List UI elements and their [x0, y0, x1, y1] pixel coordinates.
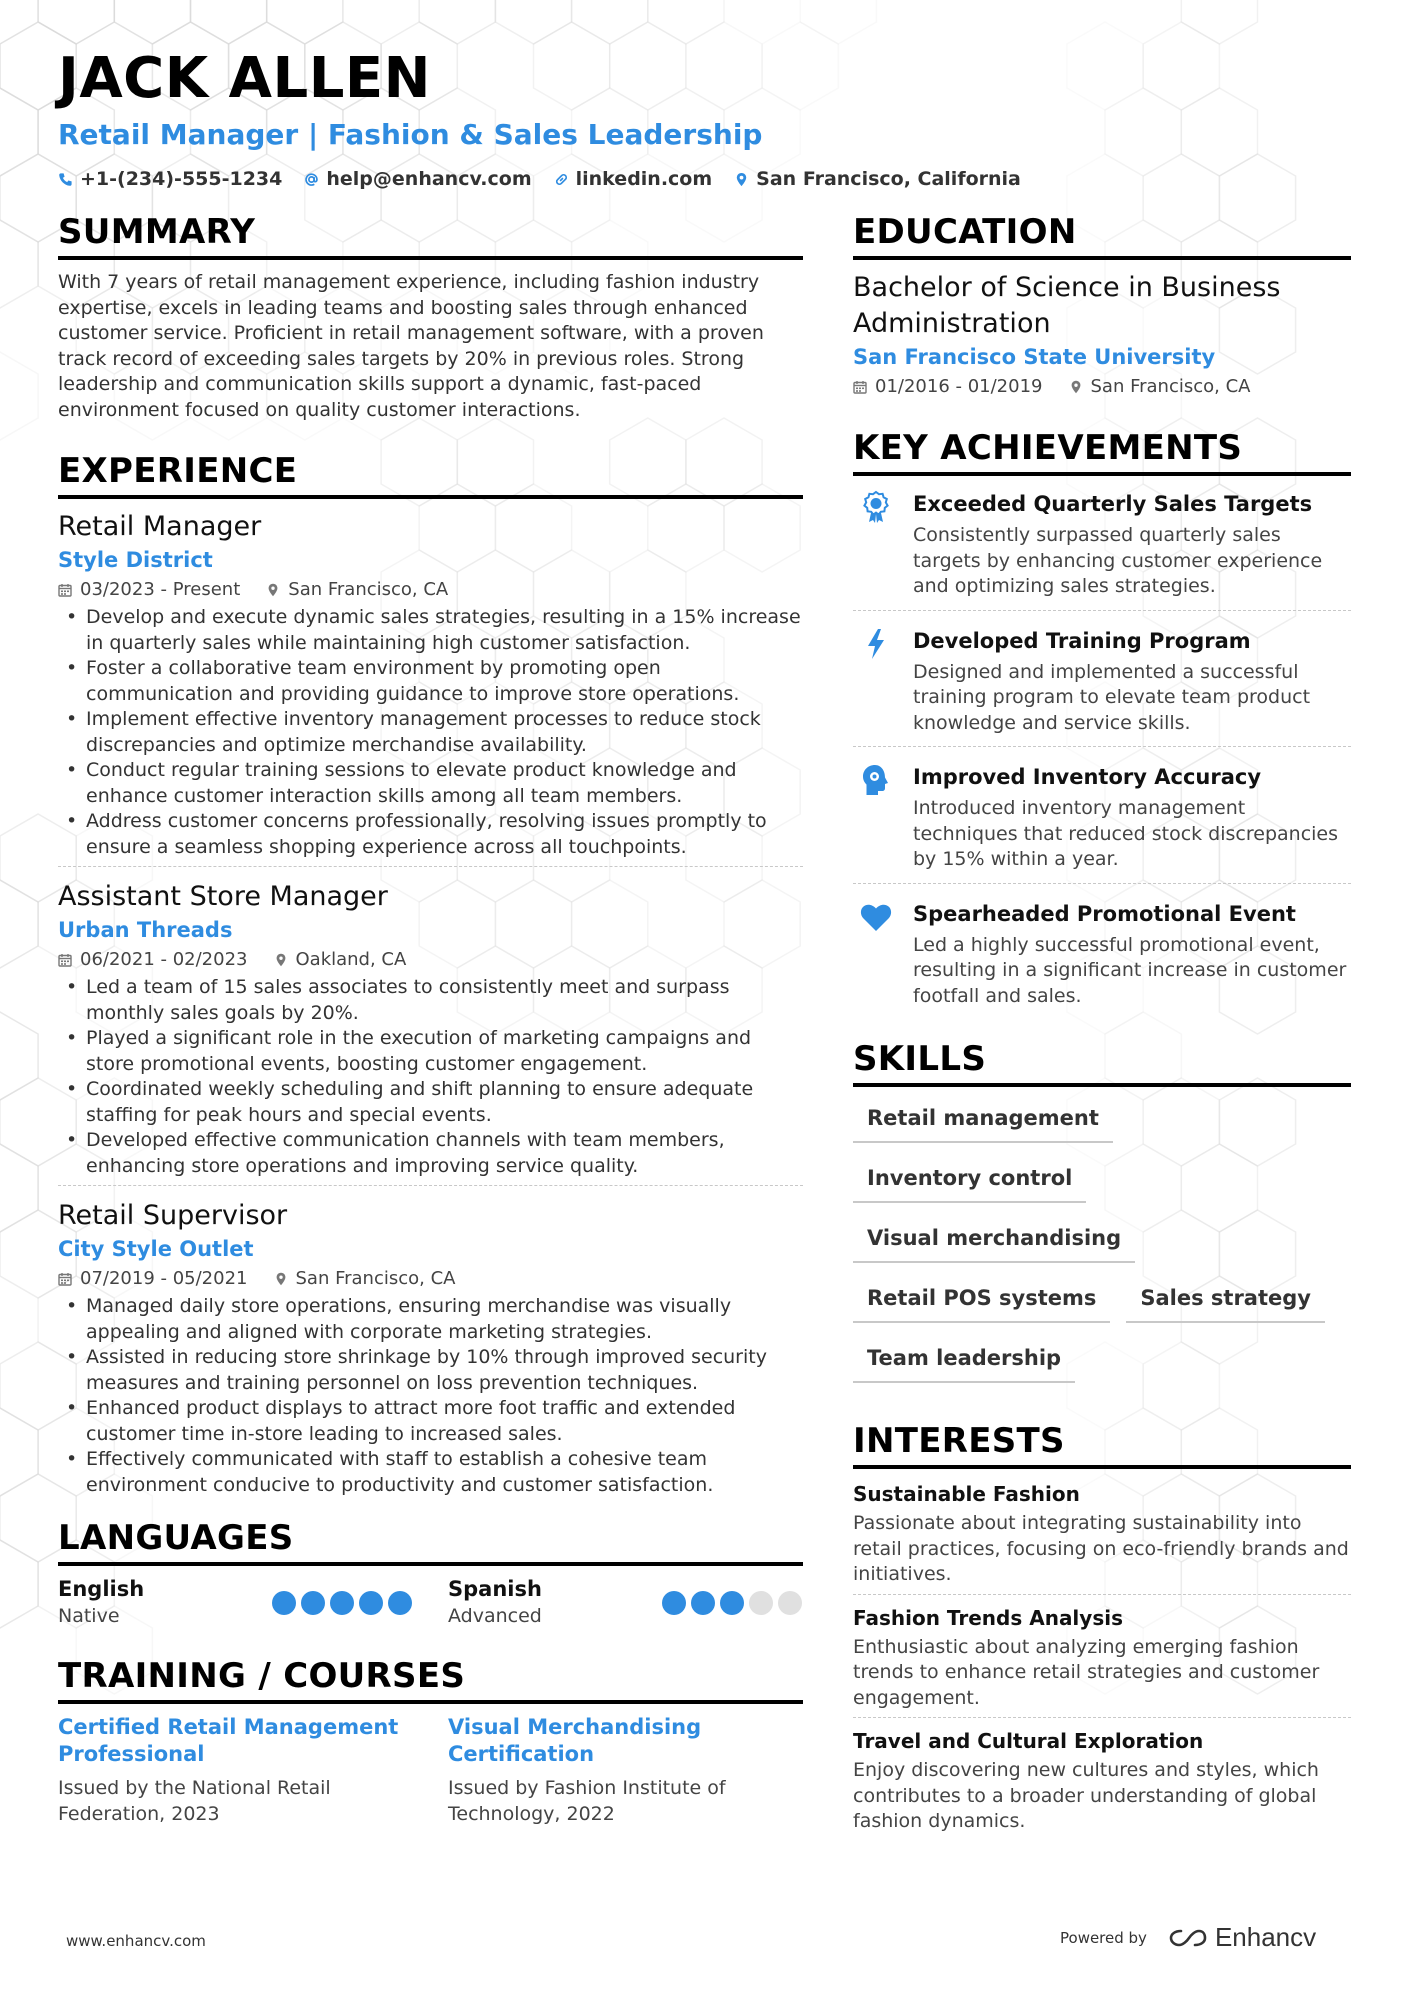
job-dates-text: 03/2023 - Present — [80, 579, 241, 600]
achievement-item — [853, 896, 1351, 1020]
skills-section — [853, 1039, 1351, 1383]
lightning-bolt-icon — [859, 627, 893, 661]
footer-website-link[interactable]: www.enhancv.com — [66, 1932, 206, 1950]
rating-dot-filled — [330, 1591, 354, 1615]
job-bullet: • Coordinated weekly scheduling and shift planning to ensure adequate staffing for peak hours and special events. — [58, 1077, 803, 1128]
job-dates — [58, 945, 248, 975]
rating-dot-filled — [301, 1591, 325, 1615]
job-dates — [58, 1264, 248, 1294]
achievement-item — [853, 486, 1351, 611]
job-bullet: • Assisted in reducing store shrinkage by 10% through improved security measures and training personnel on loss prevention techniques. — [58, 1345, 803, 1396]
achievement-icon-wrap — [853, 625, 899, 737]
powered-by-label: Powered by — [1060, 1928, 1147, 1947]
course-item — [448, 1714, 802, 1827]
summary-heading: SUMMARY — [58, 212, 803, 260]
interests-section — [853, 1421, 1351, 1841]
job-bullet: • Implement effective inventory management processes to reduce stock discrepancies and optimize merchandise availability. — [58, 707, 803, 758]
contact-phone-text: +1-(234)-555-1234 — [80, 168, 283, 190]
job-bullet: • Enhanced product displays to attract more foot traffic and extended customer time in-store leading to increased sales. — [58, 1396, 803, 1447]
skill-tag: Retail POS systems — [853, 1277, 1110, 1323]
language-level: Native — [58, 1605, 120, 1627]
job-dates — [58, 575, 240, 605]
at-icon — [304, 172, 319, 187]
job-meta — [58, 945, 803, 975]
job-bullet: • Played a significant role in the execution of marketing campaigns and store promotional events, boosting customer engagement. — [58, 1026, 803, 1077]
course-title: Certified Retail Management Professional — [58, 1715, 399, 1766]
training-list — [58, 1714, 803, 1827]
interest-description: Enjoy discovering new cultures and styles, which contributes to a broader understanding of global fashion dynamics. — [853, 1759, 1319, 1832]
achievement-title: Developed Training Program — [913, 628, 1251, 653]
company-name: City Style Outlet — [58, 1237, 254, 1261]
job-location-text: Oakland, CA — [295, 949, 407, 970]
rating-dot-filled — [359, 1591, 383, 1615]
skill-tag: Team leadership — [853, 1337, 1075, 1383]
contact-linkedin[interactable] — [554, 168, 713, 190]
phone-icon — [58, 172, 73, 187]
contact-bar — [58, 168, 1021, 190]
interest-description: Enthusiastic about analyzing emerging fashion trends to enhance retail strategies and customer engagement. — [853, 1635, 1320, 1709]
degree-title: Bachelor of Science in Business Administration — [853, 272, 1281, 339]
job-bullet: • Managed daily store operations, ensuring merchandise was visually appealing and aligned with corporate marketing strategies. — [58, 1294, 803, 1345]
achievement-description: Led a highly successful promotional event, resulting in a significant increase in customer footfall and sales. — [913, 933, 1347, 1007]
job-bullet: • Address customer concerns professionally, resolving issues promptly to ensure a seamless shopping experience across all touchpoints. — [58, 809, 803, 860]
achievement-title: Improved Inventory Accuracy — [913, 765, 1262, 789]
interest-title: Sustainable Fashion — [853, 1482, 1080, 1506]
contact-email[interactable] — [304, 168, 531, 190]
job-title: Retail Manager — [58, 511, 262, 542]
location-icon — [274, 1272, 288, 1286]
company-name: Style District — [58, 548, 213, 572]
job-entry — [58, 509, 803, 867]
course-description: Issued by the National Retail Federation, 2023 — [58, 1777, 331, 1825]
job-entry — [58, 1198, 803, 1504]
education-dates-text: 01/2016 - 01/2019 — [875, 376, 1043, 397]
job-bullets — [58, 975, 803, 1179]
skill-tag: Retail management — [853, 1097, 1113, 1143]
interests-heading: INTERESTS — [853, 1421, 1351, 1469]
rating-dot-empty — [778, 1591, 802, 1615]
link-icon — [554, 172, 569, 187]
language-item — [448, 1576, 802, 1630]
left-column — [58, 212, 803, 1827]
job-dates-text: 06/2021 - 02/2023 — [80, 949, 248, 970]
job-title: Assistant Store Manager — [58, 881, 388, 912]
rating-dot-filled — [662, 1591, 686, 1615]
course-description: Issued by Fashion Institute of Technology, 2022 — [448, 1777, 726, 1825]
job-bullet: • Effectively communicated with staff to establish a cohesive team environment conducive to productivity and customer satisfaction. — [58, 1447, 803, 1498]
job-bullets — [58, 1294, 803, 1498]
education-section — [853, 212, 1351, 402]
footer-branding — [1060, 1922, 1316, 1953]
location-icon — [266, 583, 280, 597]
candidate-name: JACK ALLEN — [58, 46, 431, 111]
contact-linkedin-text: linkedin.com — [575, 168, 713, 190]
language-rating — [662, 1591, 802, 1615]
skill-tag: Sales strategy — [1126, 1277, 1325, 1323]
language-item — [58, 1576, 412, 1630]
calendar-icon — [853, 380, 867, 394]
skill-tag: Visual merchandising — [853, 1217, 1135, 1263]
achievement-item — [853, 623, 1351, 748]
contact-phone[interactable] — [58, 168, 282, 190]
calendar-icon — [58, 1272, 72, 1286]
training-heading: TRAINING / COURSES — [58, 1656, 803, 1704]
education-location — [1069, 372, 1251, 402]
job-bullet: • Led a team of 15 sales associates to consistently meet and surpass monthly sales goals by 20%. — [58, 975, 803, 1026]
job-location-text: San Francisco, CA — [288, 579, 449, 600]
contact-location-text: San Francisco, California — [756, 168, 1021, 190]
interest-item — [853, 1726, 1351, 1841]
company-name: Urban Threads — [58, 918, 233, 942]
languages-section — [58, 1518, 803, 1630]
calendar-icon — [58, 583, 72, 597]
job-location — [274, 945, 407, 975]
language-name: Spanish — [448, 1577, 542, 1601]
course-item — [58, 1714, 412, 1827]
experience-section — [58, 451, 803, 1504]
training-section — [58, 1656, 803, 1827]
achievement-title: Exceeded Quarterly Sales Targets — [913, 492, 1313, 516]
achievement-description: Introduced inventory management techniques that reduced stock discrepancies by 15% within a year. — [913, 797, 1339, 870]
languages-list — [58, 1576, 803, 1630]
job-bullets — [58, 605, 803, 860]
rating-dot-filled — [272, 1591, 296, 1615]
rating-dot-filled — [691, 1591, 715, 1615]
job-location — [274, 1264, 456, 1294]
course-title: Visual Merchandising Certification — [448, 1715, 702, 1766]
job-bullet: • Foster a collaborative team environment by promoting open communication and providing guidance to improve store operations. — [58, 656, 803, 707]
language-rating — [272, 1591, 412, 1615]
interest-item — [853, 1603, 1351, 1719]
job-location-text: San Francisco, CA — [295, 1268, 456, 1289]
job-bullet: • Developed effective communication channels with team members, enhancing store operations and improving service quality. — [58, 1128, 803, 1179]
location-icon — [274, 953, 288, 967]
location-icon — [734, 172, 749, 187]
achievement-description: Designed and implemented a successful training program to elevate team product knowledge and service skills. — [913, 660, 1311, 734]
job-dates-text: 07/2019 - 05/2021 — [80, 1268, 248, 1289]
award-ribbon-icon — [859, 490, 893, 524]
skill-tag: Inventory control — [853, 1157, 1086, 1203]
job-meta — [58, 1264, 803, 1294]
interest-title: Fashion Trends Analysis — [853, 1605, 1123, 1630]
languages-heading: LANGUAGES — [58, 1518, 803, 1566]
location-icon — [1069, 380, 1083, 394]
education-location-text: San Francisco, CA — [1090, 376, 1251, 397]
right-column — [853, 212, 1351, 1849]
rating-dot-filled — [388, 1591, 412, 1615]
brand-logo[interactable] — [1167, 1922, 1316, 1953]
job-meta — [58, 575, 803, 605]
interest-item — [853, 1479, 1351, 1595]
achievement-description: Consistently surpassed quarterly sales targets by enhancing customer experience and optimizing sales strategies. — [913, 524, 1323, 597]
achievements-section — [853, 428, 1351, 1019]
interest-description: Passionate about integrating sustainability into retail practices, focusing on eco-friendly brands and initiatives. — [853, 1512, 1349, 1585]
enhancv-logo-icon — [1167, 1927, 1207, 1949]
calendar-icon — [58, 953, 72, 967]
rating-dot-empty — [749, 1591, 773, 1615]
interest-title: Travel and Cultural Exploration — [853, 1729, 1204, 1753]
job-entry — [58, 879, 803, 1186]
job-bullet: • Develop and execute dynamic sales strategies, resulting in a 15% increase in quarterly sales while maintaining high customer satisfaction. — [58, 605, 803, 656]
language-name: English — [58, 1577, 145, 1601]
education-meta — [853, 372, 1351, 402]
skills-list — [853, 1097, 1351, 1383]
experience-heading: EXPERIENCE — [58, 451, 803, 499]
job-location — [266, 575, 448, 605]
contact-location — [734, 168, 1021, 190]
achievement-icon-wrap — [853, 761, 899, 873]
candidate-title: Retail Manager | Fashion & Sales Leadership — [58, 118, 763, 151]
heart-icon — [859, 900, 893, 934]
summary-section — [58, 212, 803, 423]
head-gear-icon — [859, 763, 893, 797]
education-dates — [853, 372, 1043, 402]
summary-text: With 7 years of retail management experience, including fashion industry expertise, excels in leading teams and boosting sales through enhanced customer service. Proficient in retail management software, with a proven track record of exceeding sales targets by 20% in previous roles. Strong leadership and communication skills support a dynamic, fast-paced environment focused on quality customer interactions. — [58, 271, 764, 421]
education-heading: EDUCATION — [853, 212, 1351, 260]
contact-email-text: help@enhancv.com — [326, 168, 532, 190]
language-level: Advanced — [448, 1605, 542, 1627]
school-name: San Francisco State University — [853, 345, 1216, 369]
rating-dot-filled — [720, 1591, 744, 1615]
achievement-icon-wrap — [853, 898, 899, 1010]
job-title: Retail Supervisor — [58, 1200, 288, 1231]
job-bullet: • Conduct regular training sessions to elevate product knowledge and enhance customer interaction skills among all team members. — [58, 758, 803, 809]
achievement-icon-wrap — [853, 488, 899, 600]
achievements-heading: KEY ACHIEVEMENTS — [853, 428, 1351, 476]
skills-heading: SKILLS — [853, 1039, 1351, 1087]
achievement-item — [853, 759, 1351, 884]
brand-name: Enhancv — [1214, 1922, 1317, 1952]
achievement-title: Spearheaded Promotional Event — [913, 901, 1296, 926]
